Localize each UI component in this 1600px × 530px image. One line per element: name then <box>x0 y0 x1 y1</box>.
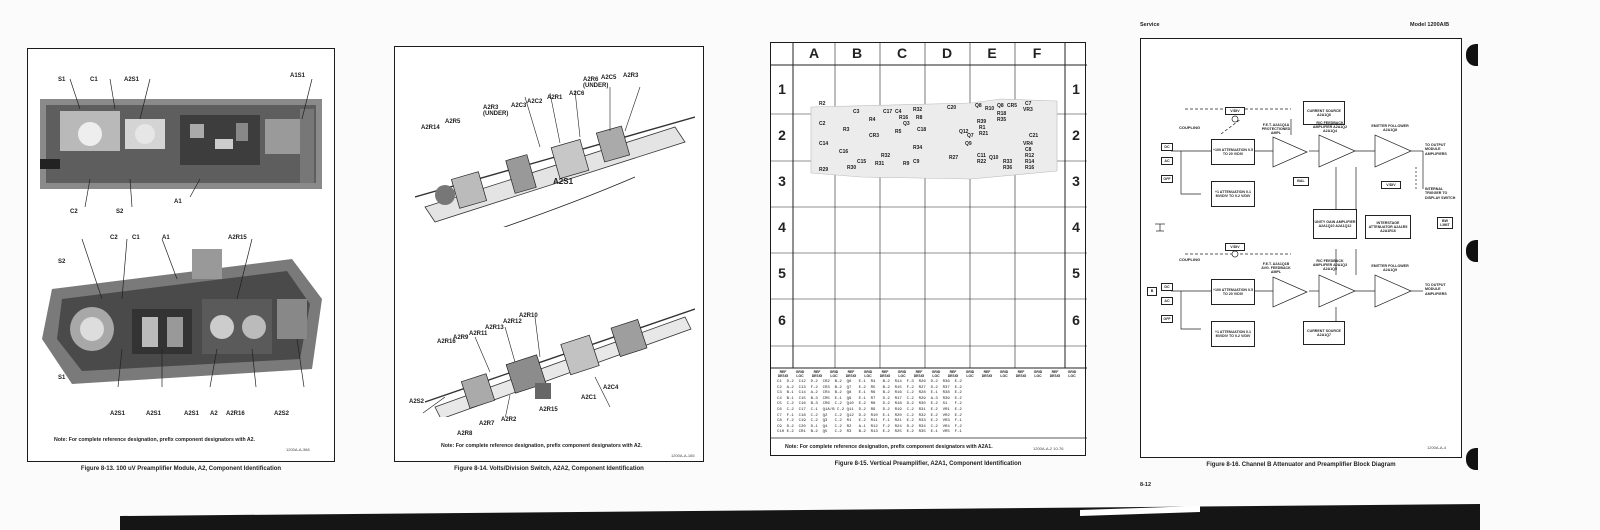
comp-c20: C20 <box>947 105 957 111</box>
comp-r27: R27 <box>949 155 959 161</box>
label-a2r5: A2R5 <box>445 119 461 125</box>
label-a2c1: A2C1 <box>581 395 597 401</box>
atten-1-bottom-block: ÷1 ATTENUATION 0.1 MV/DIV TO 0.2 V/DIV <box>1211 321 1255 347</box>
comp-c11: C11 <box>977 153 986 159</box>
comp-cr5: CR5 <box>1007 103 1018 109</box>
preamp-module-side-photo <box>42 239 324 389</box>
fet-top-block: F.E.T. A2A1Q1A PROTECTIONED AMPL <box>1261 122 1291 136</box>
comp-c2: C2 <box>819 121 826 127</box>
input-b-label: B <box>1147 287 1157 296</box>
label-a2: A2 <box>210 411 218 417</box>
ref-header-4: GRID LOC <box>829 370 839 378</box>
interstage-attenuator-block: INTERSTAGE ATTENUATOR A2A1R5 A2A1R16 <box>1365 215 1411 239</box>
atten-1-top-block: ÷1 ATTENUATION 0.1 MV/DIV TO 0.2 V/DIV <box>1211 181 1255 207</box>
label-a2r11: A2R11 <box>469 331 488 337</box>
label-a2s2: A2S2 <box>409 399 425 405</box>
ref-row: C6 C-2 C17 C-1 Q1A/B C-2 Q11 D-2 R9 D-2 R19 C-2 R31 E-2 VR1 E-2 <box>777 408 962 412</box>
grid-row-3-right: 3 <box>1072 173 1080 189</box>
grid-col-a: A <box>808 45 820 61</box>
comp-r12: R12 <box>1025 153 1035 159</box>
ref-header-7: REF DESIG <box>879 370 891 378</box>
label-a1: A1 <box>174 199 182 205</box>
figure-8-16-caption: Figure 8-16. Channel B Attenuator and Preamplifier Block Diagram <box>1206 462 1396 468</box>
ref-header-11: REF DESIG <box>947 370 959 378</box>
comp-c9: C9 <box>913 159 920 165</box>
ref-header-10: GRID LOC <box>931 370 941 378</box>
grid-col-f: F <box>1032 45 1042 61</box>
label-c2: C2 <box>70 209 78 215</box>
grid-row-4-right: 4 <box>1072 219 1080 235</box>
internal-trigger-label: INTERNAL TRIGGER TO DISPLAY SWITCH <box>1425 187 1456 200</box>
grid-row-3-left: 3 <box>778 173 786 189</box>
figure-8-14-frame <box>394 46 704 462</box>
grid-row-4-left: 4 <box>778 219 786 235</box>
current-source-top-block: CURRENT SOURCE A2A1Q6 <box>1303 101 1345 125</box>
figure-8-16-frame <box>1140 38 1462 458</box>
comp-r3: R3 <box>843 127 850 133</box>
unity-gain-block: UNITY GAIN AMPLIFIER A2A1Q10 A2A1Q12 <box>1313 209 1357 239</box>
comp-q8b: Q8 <box>997 103 1004 109</box>
ac-switch-label[interactable]: AC <box>1161 157 1173 165</box>
comp-r5: R5 <box>895 129 902 135</box>
grid-row-1-right: 1 <box>1072 81 1080 97</box>
figure-8-15-caption: Figure 8-15. Vertical Preamplifier, A2A1, Component Identification <box>834 461 1022 467</box>
ref-header-1: REF DESIG <box>777 370 789 378</box>
label-c1-b: C1 <box>132 235 140 241</box>
binder-hole <box>1466 448 1478 470</box>
label-a2r10: A2R10 <box>519 313 538 319</box>
comp-r39: R39 <box>977 119 987 125</box>
atten-100-bottom-block: ÷100 ATTENUATION 0.5 TO 20 V/DIV <box>1211 279 1255 305</box>
label-a2r2: A2R2 <box>501 417 517 423</box>
label-a2c4: A2C4 <box>603 385 619 391</box>
figure-8-13-frame <box>27 48 335 462</box>
ref-row: C4 B-1 C15 B-3 CR5 E-1 Q9 E-1 R7 D-2 R17 C-2 R29 A-3 R39 E-2 <box>777 396 962 401</box>
ref-row: C2 A-2 C13 F-2 CR3 B-2 Q7 E-2 R5 B-2 R15 F-2 R27 D-2 R37 E-2 <box>777 385 962 390</box>
page-header-right: Model 1200A/B <box>1410 22 1450 28</box>
comp-r32b: R32 <box>881 153 891 159</box>
off-switch-label[interactable]: OFF <box>1161 175 1173 183</box>
ref-header-16: GRID LOC <box>1033 370 1043 378</box>
comp-r32: R32 <box>913 107 923 113</box>
comp-r1: R1 <box>979 125 986 131</box>
comp-r10: R10 <box>985 106 995 112</box>
label-s1: S1 <box>58 77 66 83</box>
label-a2r3: A2R3 <box>623 73 639 79</box>
comp-r33: R33 <box>1003 159 1013 165</box>
comp-r34: R34 <box>913 145 923 151</box>
comp-r35: R35 <box>997 117 1007 123</box>
ref-row: C7 F-1 C18 C-2 Q2 C-2 Q12 D-2 R10 E-1 R20 C-2 R32 E-2 VR2 E-2 <box>777 413 962 418</box>
coupling-bottom-label: COUPLING <box>1179 257 1201 262</box>
comp-c21: C21 <box>1029 133 1039 139</box>
ref-header-6: GRID LOC <box>863 370 873 378</box>
comp-r16b: R16 <box>1025 165 1035 171</box>
comp-r2: R2 <box>819 101 826 107</box>
feedback-bottom-block: R/C FEEDBACK AMPLIFIER A2A1Q3 A2A1Q5 <box>1312 258 1348 272</box>
label-a2r12: A2R12 <box>503 319 522 325</box>
label-a2r15: A2R15 <box>539 407 558 413</box>
label-a2s1-1: A2S1 <box>110 411 126 417</box>
comp-r22: R22 <box>977 159 987 165</box>
comp-vr3: VR3 <box>1023 107 1033 113</box>
comp-r4: R4 <box>869 117 876 123</box>
figure-8-15-code: 1200A-A-2 10-76 <box>1033 446 1064 451</box>
ref-header-3: REF DESIG <box>811 370 823 378</box>
label-s2: S2 <box>116 209 124 215</box>
switch-assembly-bottom-drawing <box>415 297 695 417</box>
comp-r21: R21 <box>979 131 989 137</box>
comp-c18: C18 <box>917 127 927 133</box>
grid-row-6-right: 6 <box>1072 312 1080 328</box>
label-a2r16: A2R16 <box>226 411 245 417</box>
figure-8-16-code: 1200A-A-4 <box>1427 445 1447 450</box>
bw-limit-label: BW LIMIT <box>1437 217 1453 229</box>
grid-row-5-right: 5 <box>1072 265 1080 281</box>
label-a2c2: A2C2 <box>527 99 543 105</box>
ref-header-18: GRID LOC <box>1067 370 1077 378</box>
comp-vr4: VR4 <box>1023 141 1033 147</box>
comp-c17: C17 <box>883 109 893 115</box>
ref-header-2: GRID LOC <box>795 370 805 378</box>
comp-q9: Q9 <box>965 141 972 147</box>
comp-c3: C3 <box>853 109 860 115</box>
ref-row: C5 C-2 C16 B-3 CR6 C-2 Q10 E-2 R8 D-2 R18 D-2 R30 E-2 S1 F-2 <box>777 402 962 407</box>
comp-r18: R18 <box>997 111 1007 117</box>
ref-header-8: GRID LOC <box>897 370 907 378</box>
page-number: 8-12 <box>1140 482 1152 488</box>
figure-8-13-code: 1200A-A-368 <box>286 447 310 452</box>
coupling-top-label: COUPLING <box>1179 125 1201 130</box>
current-source-bottom-block: CURRENT SOURCE A2A1Q7 <box>1303 321 1345 345</box>
vdiv-bottom-label: V/DIV <box>1225 243 1245 251</box>
ref-row: C10 E-2 CR1 B-2 Q5 C-2 R3 B-2 R13 E-2 R25 E-2 R35 E-1 VR5 F-1 <box>777 430 962 435</box>
grid-col-e: E <box>987 45 997 61</box>
emitter-follower-top-block: EMITTER FOLLOWER A2A1Q8 <box>1371 123 1409 132</box>
switch-assembly-top-drawing <box>415 87 695 227</box>
ref-header-9: REF DESIG <box>913 370 925 378</box>
grid-row-6-left: 6 <box>778 312 786 328</box>
label-a2s2: A2S2 <box>274 411 290 417</box>
vdiv-top-label: V/DIV <box>1225 107 1245 115</box>
ref-row: C3 B-1 C14 A-2 CR4 B-2 Q8 E-1 R6 B-2 R16 C-2 R28 E-1 R38 E-2 <box>777 391 962 396</box>
comp-q12: Q12 <box>959 129 969 135</box>
scan-bottom-edge <box>0 500 1600 530</box>
label-a2r7: A2R7 <box>479 421 495 427</box>
ref-header-14: GRID LOC <box>999 370 1009 378</box>
label-s2-b: S2 <box>58 259 66 265</box>
label-a2r8: A2R8 <box>457 431 473 437</box>
grid-row-2-right: 2 <box>1072 127 1080 143</box>
ref-header-13: REF DESIG <box>981 370 993 378</box>
label-a2s1: A2S1 <box>124 77 140 83</box>
comp-r31: R31 <box>875 161 885 167</box>
binder-hole <box>1466 44 1478 66</box>
to-output-top-label: TO OUTPUT MODULE AMPLIFIERS <box>1425 143 1447 156</box>
label-a2c6: A2C6 <box>569 91 585 97</box>
feedback-top-block: R/C FEEDBACK AMPLIFIER A2A1Q2 A2A1Q4 <box>1312 120 1348 134</box>
comp-q10: Q10 <box>989 155 999 161</box>
comp-r16: R16 <box>899 115 909 121</box>
dc-switch-label[interactable]: DC <box>1161 143 1173 151</box>
label-a2r9: A2R9 <box>453 335 469 341</box>
comp-c7: C7 <box>1025 101 1032 107</box>
figure-8-15-note: Note: For complete reference designation, prefix component designators with A2A1. <box>785 444 993 450</box>
page-header-left: Service <box>1140 22 1160 28</box>
comp-c4: C4 <box>895 109 902 115</box>
ref-header-17: REF DESIG <box>1049 370 1061 378</box>
ref-row: C9 D-2 C20 D-1 Q4 C-2 R2 A-1 R12 F-2 R24 D-2 R34 C-2 VR4 F-2 <box>777 424 962 429</box>
ref-header-12: GRID LOC <box>965 370 975 378</box>
comp-q3: Q3 <box>903 121 910 127</box>
ac-bottom-switch-label[interactable]: AC <box>1161 297 1173 305</box>
label-c2-b: C2 <box>110 235 118 241</box>
label-a1s1: A1S1 <box>290 73 306 79</box>
comp-r36: R36 <box>1003 165 1013 171</box>
ref-row: C1 D-2 C12 D-2 CR2 B-2 Q6 E-1 R4 B-2 R14 F-3 R26 D-2 R36 E-2 <box>777 380 962 384</box>
grid-col-c: C <box>896 45 908 61</box>
label-a2s1-3: A2S1 <box>184 411 200 417</box>
comp-c15: C15 <box>857 159 867 165</box>
label-a2s1: A2S1 <box>553 177 574 186</box>
binder-hole <box>1466 240 1478 262</box>
label-a2r15: A2R15 <box>228 235 247 241</box>
vdiv-mid-label: V/DIV <box>1381 181 1401 189</box>
atten-100-top-block: ÷100 ATTENUATION 0.5 TO 20 V/DIV <box>1211 139 1255 165</box>
ref-header-15: REF DESIG <box>1015 370 1027 378</box>
figure-8-14-caption: Figure 8-14. Volts/Division Switch, A2A2, Component Identification <box>454 466 644 472</box>
grid-col-d: D <box>941 45 953 61</box>
label-a2r6-under: A2R6 (UNDER) <box>583 77 609 89</box>
comp-r30: R30 <box>847 165 857 171</box>
grid-col-b: B <box>851 45 863 61</box>
comp-r9: R9 <box>903 161 910 167</box>
label-a2s1-2: A2S1 <box>146 411 162 417</box>
label-a2c3: A2C3 <box>511 103 527 109</box>
block-diagram-wiring <box>1141 39 1463 459</box>
comp-q8: Q8 <box>975 103 982 109</box>
label-a2c5: A2C5 <box>601 75 617 81</box>
emitter-follower-bottom-block: EMITTER FOLLOWER A2A1Q9 <box>1371 263 1409 272</box>
label-a2r3-under: A2R3 (UNDER) <box>483 105 509 117</box>
comp-q7: Q7 <box>967 133 974 139</box>
preamp-module-top-photo <box>40 79 322 209</box>
label-a2r14: A2R14 <box>421 125 440 131</box>
comp-r29: R29 <box>819 167 829 173</box>
label-a2r16: A2R16 <box>437 339 456 345</box>
comp-c16: C16 <box>839 149 849 155</box>
comp-r14: R14 <box>1025 159 1035 165</box>
comp-r8: R8 <box>916 115 923 121</box>
grid-row-5-left: 5 <box>778 265 786 281</box>
fet-bottom-block: F.E.T. A2A1Q1B AVG. FEEDBACK AMPL <box>1261 261 1291 275</box>
comp-c8: C8 <box>1025 147 1032 153</box>
off-bottom-switch-label[interactable]: OFF <box>1161 315 1173 323</box>
bal-label: BAL <box>1293 177 1309 186</box>
ref-header-5: REF DESIG <box>845 370 857 378</box>
label-c1: C1 <box>90 77 98 83</box>
figure-8-14-note: Note: For complete reference designation, prefix component designators with A2. <box>441 443 642 449</box>
comp-cr3: CR3 <box>869 133 880 139</box>
to-output-bottom-label: TO OUTPUT MODULE AMPLIFIERS <box>1425 283 1447 296</box>
figure-8-13-caption: Figure 8-13. 100 uV Preamplifier Module, A2, Component Identification <box>80 466 282 472</box>
grid-row-1-left: 1 <box>778 81 786 97</box>
label-a1-b: A1 <box>162 235 170 241</box>
label-s1-b: S1 <box>58 375 66 381</box>
dc-bottom-switch-label[interactable]: DC <box>1161 283 1173 291</box>
ref-row: C8 F-2 C19 C-2 Q3 C-2 R1 E-2 R11 F-1 R21 E-2 R33 E-2 VR3 F-1 <box>777 419 962 424</box>
comp-c14: C14 <box>819 141 829 147</box>
figure-8-13-note: Note: For complete reference designation, prefix component designators with A2. <box>54 437 255 443</box>
label-a2r13: A2R13 <box>485 325 504 331</box>
label-a2r1: A2R1 <box>547 95 563 101</box>
figure-8-14-code: 1200A-A-165 <box>671 453 695 458</box>
figure-8-15-frame <box>770 42 1086 456</box>
grid-row-2-left: 2 <box>778 127 786 143</box>
